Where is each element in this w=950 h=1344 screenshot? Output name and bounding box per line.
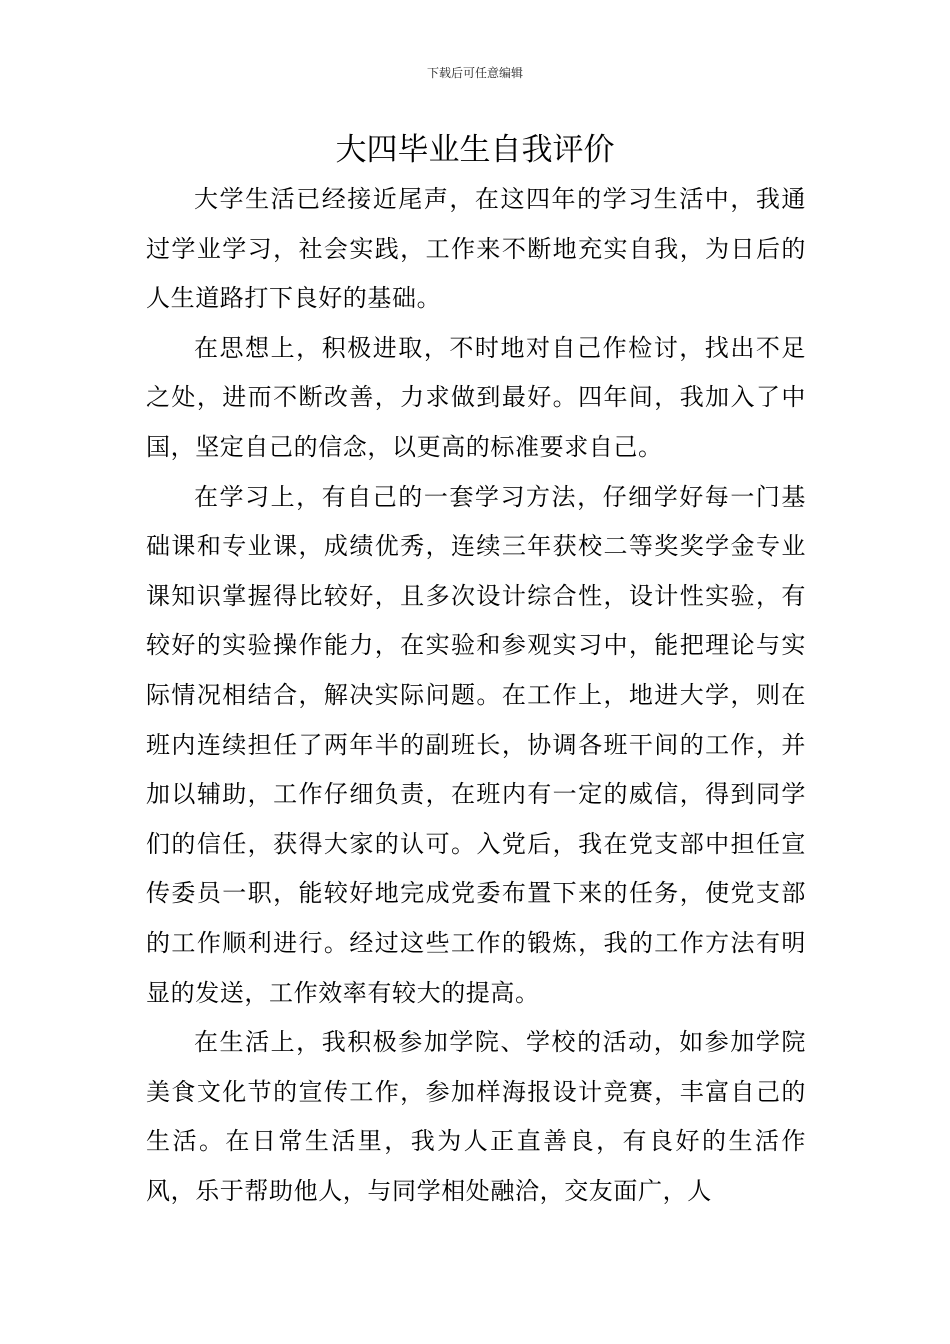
header-note: 下载后可任意编辑	[426, 66, 523, 80]
paragraph-ideology: 在思想上，积极进取，不时地对自己作检讨，找出不足之处，进而不断改善，力求做到最好。四年间，我加入了中国，坚定自己的信念，以更高的标准要求自己。	[146, 333, 806, 461]
document-title: 大四毕业生自我评价	[335, 132, 615, 168]
document-body	[146, 175, 806, 1216]
paragraph-life: 在生活上，我积极参加学院、学校的活动，如参加学院美食文化节的宣传工作，参加样海报设计竞赛，丰富自己的生活。在日常生活里，我为人正直善良，有良好的生活作风，乐于帮助他人，与同学相处融洽，交友面广，人	[146, 1028, 806, 1205]
paragraph-intro: 大学生活已经接近尾声，在这四年的学习生活中，我通过学业学习，社会实践，工作来不断地充实自我，为日后的人生道路打下良好的基础。	[146, 185, 806, 313]
paragraph-study-work: 在学习上，有自己的一套学习方法，仔细学好每一门基础课和专业课，成绩优秀，连续三年获校二等奖奖学金专业课知识掌握得比较好，且多次设计综合性，设计性实验，有较好的实验操作能力，在实验和参观实习中，能把理论与实际情况相结合，解决实际问题。在工作上，地进大学，则在班内连续担任了两年半的副班长，协调各班干间的工作，并加以辅助，工作仔细负责，在班内有一定的威信，得到同学们的信任，获得大家的认可。入党后，我在党支部中担任宣传委员一职，能较好地完成党委布置下来的任务，使党支部的工作顺利进行。经过这些工作的锻炼，我的工作方法有明显的发送，工作效率有较大的提高。	[146, 482, 806, 1007]
